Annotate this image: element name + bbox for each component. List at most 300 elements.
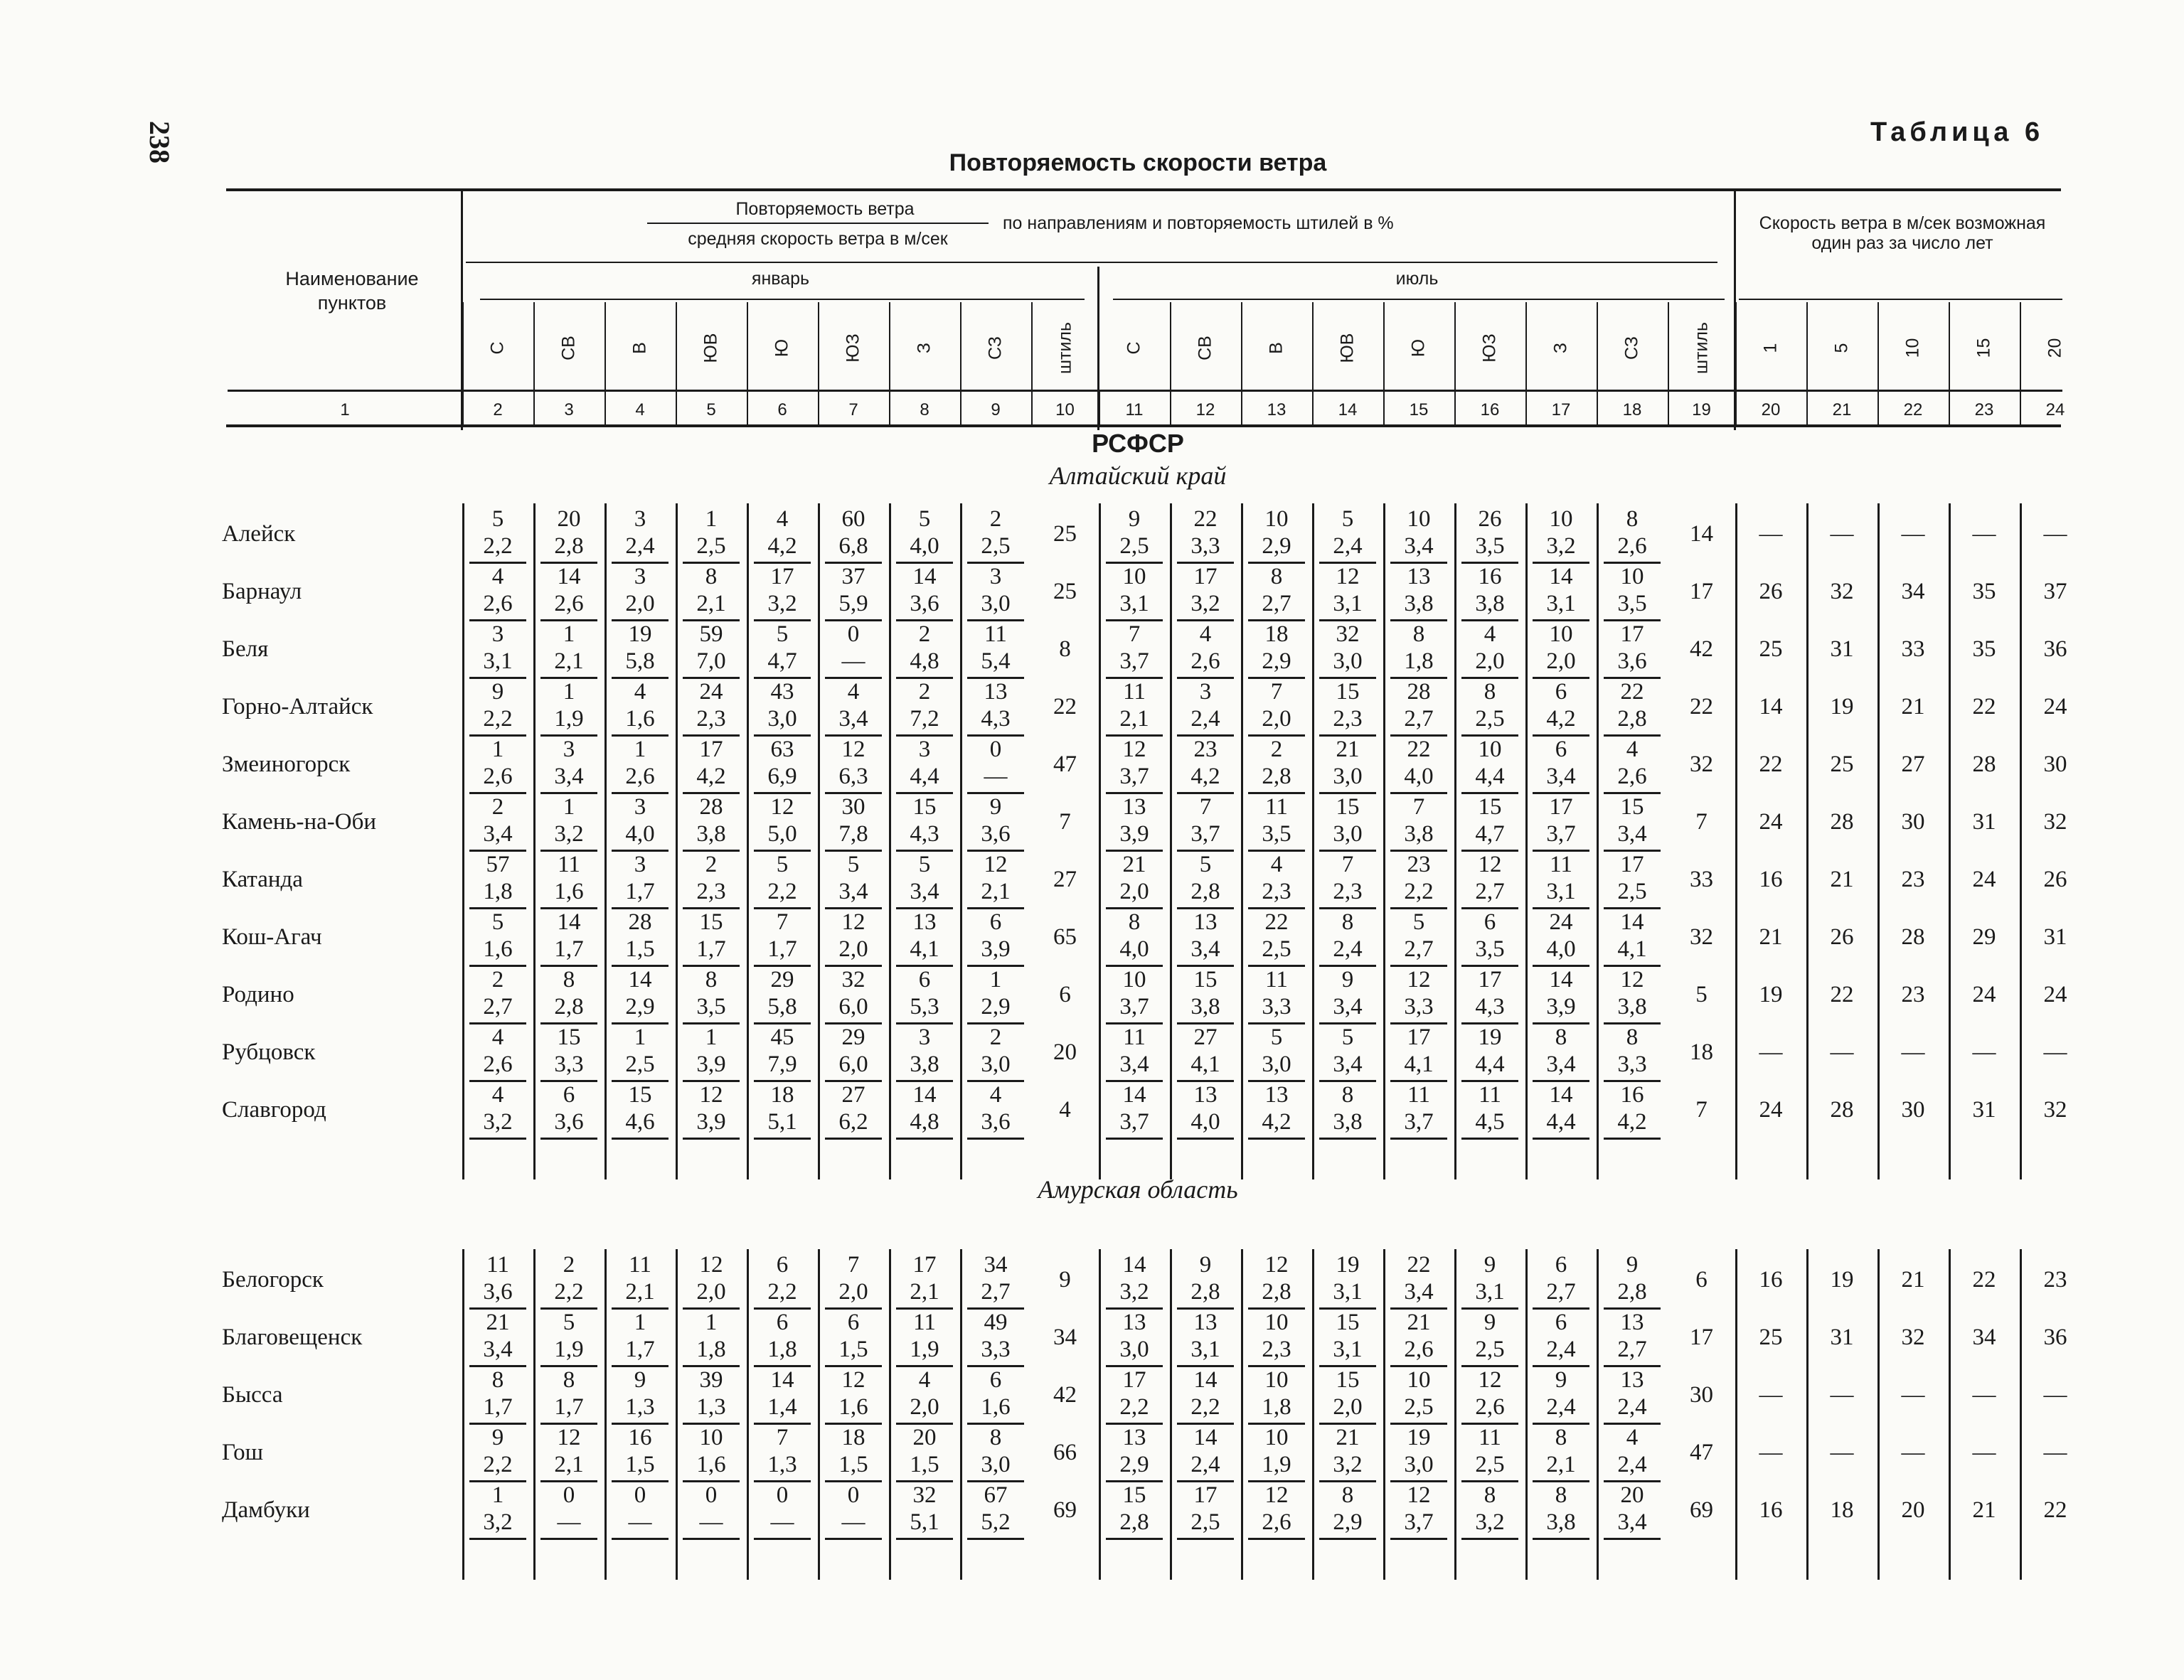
max-speed: — — [1830, 1382, 1854, 1408]
jan-frequency: 1 — [705, 1310, 718, 1335]
jan-mean-speed: 1,5 — [838, 1452, 868, 1477]
col-number-rule — [1735, 391, 1737, 425]
jan-frequency: 4 — [491, 1024, 504, 1050]
jan-frequency: 3 — [634, 564, 646, 589]
max-speed: — — [1901, 1440, 1925, 1465]
jan-mean-speed: 2,2 — [483, 1452, 513, 1477]
jul-frequency: 19 — [1336, 1252, 1360, 1278]
jan-mean-speed: 2,1 — [554, 648, 584, 674]
jan-frequency: 39 — [699, 1367, 723, 1393]
jul-frequency: 10 — [1122, 967, 1146, 993]
jul-mean-speed: 2,2 — [1190, 1394, 1220, 1420]
jul-mean-speed: 2,4 — [1190, 706, 1220, 732]
section-title: Алтайский край — [1049, 461, 1227, 490]
col-number: 1 — [340, 400, 350, 419]
jan-mean-speed: 4,8 — [910, 648, 939, 674]
jul-frequency: 10 — [1122, 564, 1146, 589]
jul-calm: 7 — [1695, 809, 1708, 835]
jul-mean-speed: 3,8 — [1404, 821, 1434, 847]
jul-mean-speed: 4,0 — [1119, 936, 1149, 962]
jul-frequency: 6 — [1555, 1252, 1567, 1278]
col-number: 20 — [1761, 400, 1781, 419]
jan-mean-speed: 3,0 — [767, 706, 797, 732]
jan-frequency: 17 — [699, 737, 723, 762]
jan-frequency: 17 — [912, 1252, 937, 1278]
jul-frequency: 13 — [1122, 794, 1146, 820]
jul-mean-speed: 3,1 — [1475, 1279, 1505, 1305]
data-col-rule — [1597, 1249, 1599, 1580]
jul-frequency: 15 — [1336, 1310, 1360, 1335]
jan-mean-speed: 2,3 — [696, 879, 726, 904]
jan-frequency: 18 — [770, 1082, 794, 1108]
jul-frequency: 12 — [1122, 737, 1146, 762]
data-col-rule — [676, 503, 678, 1179]
jul-mean-speed: 3,5 — [1617, 591, 1647, 616]
jul-mean-speed: 3,8 — [1333, 1109, 1363, 1135]
jul-mean-speed: 4,0 — [1546, 936, 1576, 962]
jan-mean-speed: 2,7 — [981, 1279, 1011, 1305]
jan-mean-speed: — — [628, 1509, 652, 1535]
jan-mean-speed: 3,8 — [910, 1052, 939, 1077]
fraction-line — [1177, 1538, 1234, 1540]
jan-frequency: 5 — [776, 852, 789, 877]
jul-mean-speed: 3,0 — [1262, 1052, 1291, 1077]
direction-label-january: С — [487, 341, 508, 355]
jul-mean-speed: 3,5 — [1475, 936, 1505, 962]
data-col-rule — [1735, 1249, 1737, 1580]
max-speed: 27 — [1901, 751, 1925, 777]
jul-mean-speed: 4,0 — [1404, 764, 1434, 789]
max-speed: — — [1830, 1039, 1854, 1065]
jan-mean-speed: 4,2 — [696, 764, 726, 789]
fraction-line — [1319, 1138, 1376, 1140]
jan-frequency: 37 — [841, 564, 865, 589]
jan-mean-speed: 5,1 — [910, 1509, 939, 1535]
jul-frequency: 4 — [1270, 852, 1283, 877]
data-col-rule — [604, 1249, 607, 1580]
jul-mean-speed: 3,0 — [1333, 764, 1363, 789]
col-number: 18 — [1622, 400, 1642, 419]
jan-frequency: 12 — [699, 1082, 723, 1108]
max-speed: 25 — [1759, 636, 1783, 662]
jul-mean-speed: 2,4 — [1617, 1394, 1647, 1420]
jan-frequency: 12 — [699, 1252, 723, 1278]
jul-mean-speed: 2,5 — [1617, 879, 1647, 904]
data-col-rule — [1312, 503, 1314, 1179]
jan-frequency: 21 — [486, 1310, 510, 1335]
jan-mean-speed: 5,1 — [767, 1109, 797, 1135]
jan-mean-speed: 2,2 — [483, 533, 513, 559]
jan-frequency: 1 — [491, 737, 504, 762]
jan-frequency: 12 — [984, 852, 1008, 877]
max-speed: 20 — [1901, 1497, 1925, 1523]
jul-mean-speed: 3,3 — [1404, 994, 1434, 1020]
jul-mean-speed: 3,8 — [1404, 591, 1434, 616]
jan-frequency: 5 — [847, 852, 860, 877]
jul-mean-speed: 2,6 — [1475, 1394, 1505, 1420]
jul-mean-speed: 4,4 — [1475, 1052, 1505, 1077]
max-speed: — — [1759, 1440, 1783, 1465]
jul-frequency: 22 — [1193, 506, 1218, 532]
jul-frequency: 16 — [1478, 564, 1502, 589]
jul-frequency: 24 — [1549, 909, 1573, 935]
jan-frequency: 29 — [770, 967, 794, 993]
data-col-rule — [1949, 1249, 1951, 1580]
jan-frequency: 28 — [699, 794, 723, 820]
jan-frequency: 1 — [634, 1310, 646, 1335]
jan-mean-speed: 3,4 — [554, 764, 584, 789]
jan-mean-speed: — — [557, 1509, 581, 1535]
jul-mean-speed: 3,7 — [1404, 1509, 1434, 1535]
jul-mean-speed: 2,9 — [1333, 1509, 1363, 1535]
jul-frequency: 22 — [1264, 909, 1289, 935]
jan-calm: 65 — [1053, 924, 1077, 950]
jan-frequency: 6 — [563, 1082, 575, 1108]
jul-frequency: 8 — [1412, 621, 1425, 647]
col-number: 23 — [1974, 400, 1994, 419]
jul-mean-speed: 2,3 — [1262, 879, 1291, 904]
fraction-line — [1604, 1538, 1661, 1540]
jul-frequency: 8 — [1626, 506, 1639, 532]
data-col-rule — [2020, 503, 2022, 1179]
jan-frequency: 20 — [557, 506, 581, 532]
station-name: Камень-на-Оби — [222, 809, 377, 835]
station-name: Алейск — [222, 521, 296, 547]
jul-mean-speed: 3,7 — [1404, 1109, 1434, 1135]
max-speed: 31 — [1830, 636, 1854, 662]
max-speed: 34 — [1901, 579, 1925, 604]
jan-frequency: 0 — [776, 1482, 789, 1508]
jul-mean-speed: 4,2 — [1262, 1109, 1291, 1135]
jul-frequency: 12 — [1264, 1482, 1289, 1508]
max-speed: 23 — [1901, 867, 1925, 892]
direction-label-january: З — [914, 342, 934, 354]
jul-frequency: 9 — [1626, 1252, 1639, 1278]
jul-frequency: 12 — [1478, 852, 1502, 877]
jan-mean-speed: 7,8 — [838, 821, 868, 847]
jul-frequency: 15 — [1336, 679, 1360, 705]
jan-frequency: 1 — [563, 679, 575, 705]
jan-frequency: 12 — [557, 1425, 581, 1450]
jan-frequency: 10 — [699, 1425, 723, 1450]
jul-mean-speed: 2,9 — [1262, 648, 1291, 674]
direction-label-july: Ю — [1408, 338, 1429, 358]
jan-mean-speed: 6,8 — [838, 533, 868, 559]
max-speed: 31 — [1972, 809, 1996, 835]
jan-frequency: 2 — [918, 621, 931, 647]
jan-mean-speed: 3,4 — [838, 879, 868, 904]
max-speed: — — [1759, 521, 1783, 547]
jan-frequency: 15 — [628, 1082, 652, 1108]
jan-mean-speed: 1,6 — [838, 1394, 868, 1420]
jan-mean-speed: 4,2 — [767, 533, 797, 559]
fraction-line — [469, 1538, 526, 1540]
data-col-rule — [1099, 503, 1101, 1179]
fraction-line — [1106, 1538, 1163, 1540]
jan-mean-speed: 1,7 — [483, 1394, 513, 1420]
station-name: Благовещенск — [222, 1325, 363, 1350]
jan-mean-speed: 6,0 — [838, 1052, 868, 1077]
jan-frequency: 5 — [918, 852, 931, 877]
fraction-line — [754, 1138, 811, 1140]
max-speed: 26 — [1830, 924, 1854, 950]
jan-mean-speed: 1,9 — [554, 706, 584, 732]
jul-mean-speed: 2,4 — [1190, 1452, 1220, 1477]
col-number: 2 — [493, 400, 503, 419]
fraction-line — [1390, 1538, 1447, 1540]
jul-frequency: 12 — [1478, 1367, 1502, 1393]
jan-mean-speed: 4,6 — [625, 1109, 655, 1135]
direction-label-july: СВ — [1195, 336, 1215, 360]
jan-mean-speed: 3,4 — [838, 706, 868, 732]
jul-frequency: 22 — [1407, 737, 1431, 762]
jul-calm: 6 — [1695, 1267, 1708, 1293]
jan-frequency: 2 — [989, 506, 1002, 532]
jul-frequency: 7 — [1412, 794, 1425, 820]
jul-frequency: 13 — [1620, 1367, 1644, 1393]
jul-mean-speed: 3,7 — [1546, 821, 1576, 847]
january-rule — [480, 299, 1085, 300]
jan-mean-speed: 3,6 — [483, 1279, 513, 1305]
fraction-line — [1533, 1138, 1589, 1140]
jan-calm: 25 — [1053, 521, 1077, 547]
jan-mean-speed: 2,6 — [483, 1052, 513, 1077]
jan-mean-speed: 4,0 — [910, 533, 939, 559]
jan-mean-speed: 1,6 — [625, 706, 655, 732]
jul-mean-speed: 3,2 — [1119, 1279, 1149, 1305]
jan-calm: 22 — [1053, 694, 1077, 719]
max-speed: 28 — [1830, 1097, 1854, 1123]
fraction-line — [896, 1138, 953, 1140]
years-label: 20 — [2045, 338, 2065, 358]
max-speed: 22 — [1972, 1267, 1996, 1293]
max-speed: 36 — [2043, 636, 2067, 662]
jan-mean-speed: 1,5 — [910, 1452, 939, 1477]
jul-frequency: 11 — [1123, 679, 1146, 705]
col-number: 21 — [1832, 400, 1852, 419]
jul-frequency: 19 — [1407, 1425, 1431, 1450]
jan-mean-speed: 4,1 — [910, 936, 939, 962]
jul-frequency: 9 — [1555, 1367, 1567, 1393]
jan-frequency: 14 — [557, 564, 581, 589]
jan-mean-speed: 2,1 — [910, 1279, 939, 1305]
data-col-rule — [676, 1249, 678, 1580]
jul-mean-speed: 3,0 — [1333, 648, 1363, 674]
jul-mean-speed: 2,0 — [1546, 648, 1576, 674]
jan-mean-speed: 5,3 — [910, 994, 939, 1020]
data-col-rule — [1383, 1249, 1385, 1580]
jul-frequency: 10 — [1549, 621, 1573, 647]
jul-frequency: 8 — [1341, 1482, 1354, 1508]
jan-frequency: 3 — [634, 506, 646, 532]
jul-mean-speed: 1,8 — [1404, 648, 1434, 674]
col-number: 4 — [635, 400, 645, 419]
jan-mean-speed: 1,8 — [767, 1337, 797, 1362]
jan-mean-speed: 2,4 — [625, 533, 655, 559]
col-number-rule — [1806, 391, 1808, 425]
jan-frequency: 6 — [847, 1310, 860, 1335]
jul-mean-speed: 2,4 — [1333, 936, 1363, 962]
jul-mean-speed: 2,6 — [1190, 648, 1220, 674]
jul-frequency: 10 — [1478, 737, 1502, 762]
col-number-rule — [1949, 391, 1950, 425]
jul-mean-speed: 3,7 — [1119, 648, 1149, 674]
jan-mean-speed: 2,8 — [554, 994, 584, 1020]
max-speed: — — [2043, 521, 2067, 547]
jul-frequency: 11 — [1479, 1082, 1501, 1108]
jul-frequency: 9 — [1199, 1252, 1212, 1278]
jan-mean-speed: 5,2 — [981, 1509, 1011, 1535]
jan-mean-speed: 6,3 — [838, 764, 868, 789]
max-speed: 33 — [1901, 636, 1925, 662]
jan-frequency: 3 — [491, 621, 504, 647]
data-col-rule — [1454, 503, 1456, 1179]
jul-frequency: 2 — [1270, 737, 1283, 762]
years-label: 5 — [1831, 343, 1852, 353]
fraction-line — [1604, 1138, 1661, 1140]
jul-mean-speed: 2,8 — [1119, 1509, 1149, 1535]
jan-frequency: 19 — [628, 621, 652, 647]
data-col-rule — [1170, 503, 1172, 1179]
jan-mean-speed: 3,6 — [910, 591, 939, 616]
jul-frequency: 9 — [1128, 506, 1141, 532]
jan-frequency: 1 — [563, 794, 575, 820]
july-rule — [1113, 299, 1725, 300]
jul-frequency: 12 — [1620, 967, 1644, 993]
jan-mean-speed: 2,1 — [554, 1452, 584, 1477]
fraction-line — [967, 1538, 1024, 1540]
jul-frequency: 8 — [1626, 1024, 1639, 1050]
jan-mean-speed: 5,0 — [767, 821, 797, 847]
jul-frequency: 15 — [1620, 794, 1644, 820]
jul-mean-speed: 3,4 — [1546, 1052, 1576, 1077]
jul-mean-speed: 2,0 — [1333, 1394, 1363, 1420]
max-speed: 28 — [1830, 809, 1854, 835]
fraction-line — [683, 1138, 740, 1140]
jul-mean-speed: 2,4 — [1617, 1452, 1647, 1477]
jul-frequency: 9 — [1341, 967, 1354, 993]
max-speed: 32 — [2043, 1097, 2067, 1123]
data-col-rule — [747, 503, 749, 1179]
jul-frequency: 19 — [1478, 1024, 1502, 1050]
jan-mean-speed: 1,8 — [483, 879, 513, 904]
station-name: Бысса — [222, 1382, 283, 1408]
jul-frequency: 11 — [1407, 1082, 1430, 1108]
jan-mean-speed: 7,0 — [696, 648, 726, 674]
jan-frequency: 5 — [776, 621, 789, 647]
jul-frequency: 10 — [1407, 506, 1431, 532]
jul-frequency: 8 — [1341, 1082, 1354, 1108]
month-january: январь — [751, 269, 810, 289]
jan-frequency: 5 — [563, 1310, 575, 1335]
jul-frequency: 13 — [1407, 564, 1431, 589]
col-number: 16 — [1480, 400, 1500, 419]
jan-frequency: 1 — [705, 1024, 718, 1050]
data-col-rule — [1597, 503, 1599, 1179]
fraction-line — [540, 1538, 597, 1540]
jul-frequency: 4 — [1626, 737, 1639, 762]
jan-mean-speed: 3,0 — [981, 1452, 1011, 1477]
col-number-rule — [1668, 391, 1669, 425]
max-speed: 24 — [2043, 694, 2067, 719]
max-speed: 28 — [1901, 924, 1925, 950]
jul-frequency: 14 — [1122, 1252, 1146, 1278]
jan-calm: 8 — [1059, 636, 1071, 662]
max-speed: — — [1901, 1382, 1925, 1408]
max-speed: 18 — [1830, 1497, 1854, 1523]
max-speed: 32 — [1830, 579, 1854, 604]
fraction-line — [1248, 1538, 1305, 1540]
jan-mean-speed: 3,9 — [696, 1109, 726, 1135]
jan-mean-speed: 7,2 — [910, 706, 939, 732]
fraction-line — [1461, 1138, 1518, 1140]
jan-mean-speed: 3,3 — [981, 1337, 1011, 1362]
jan-mean-speed: — — [699, 1509, 723, 1535]
jul-mean-speed: 2,3 — [1333, 706, 1363, 732]
jul-mean-speed: 3,1 — [1333, 1337, 1363, 1362]
max-speed: 23 — [1901, 982, 1925, 1007]
max-speed: 25 — [1830, 751, 1854, 777]
jan-mean-speed: 2,3 — [696, 706, 726, 732]
jan-frequency: 2 — [491, 794, 504, 820]
direction-label-january: СЗ — [985, 336, 1006, 360]
jul-calm: 42 — [1690, 636, 1713, 662]
jan-frequency: 3 — [634, 852, 646, 877]
jul-calm: 17 — [1690, 1325, 1713, 1350]
jul-mean-speed: 3,1 — [1546, 879, 1576, 904]
jul-mean-speed: 2,8 — [1262, 764, 1291, 789]
col-number-rule — [1454, 391, 1456, 425]
jul-calm: 18 — [1690, 1039, 1713, 1065]
jul-mean-speed: 3,9 — [1119, 821, 1149, 847]
jul-mean-speed: 2,4 — [1333, 533, 1363, 559]
max-speed: 30 — [2043, 751, 2067, 777]
max-speed: — — [1830, 521, 1854, 547]
fraction-line — [1390, 1138, 1447, 1140]
jul-frequency: 12 — [1407, 967, 1431, 993]
jul-frequency: 21 — [1336, 737, 1360, 762]
jul-frequency: 16 — [1620, 1082, 1644, 1108]
jan-mean-speed: 3,5 — [696, 994, 726, 1020]
jan-frequency: 0 — [847, 1482, 860, 1508]
jul-frequency: 8 — [1483, 679, 1496, 705]
jan-frequency: 6 — [989, 909, 1002, 935]
data-col-rule — [1735, 503, 1737, 1179]
jan-frequency: 67 — [984, 1482, 1008, 1508]
jan-mean-speed: 1,6 — [483, 936, 513, 962]
jan-mean-speed: 6,2 — [838, 1109, 868, 1135]
col-number: 15 — [1409, 400, 1429, 419]
group-frac-bottom: средняя скорость ветра в м/сек — [688, 229, 948, 249]
jan-frequency: 7 — [847, 1252, 860, 1278]
jan-mean-speed: 2,0 — [910, 1394, 939, 1420]
years-label: 1 — [1760, 343, 1781, 353]
jan-mean-speed: 1,8 — [696, 1337, 726, 1362]
col-number-rule — [1241, 391, 1242, 425]
jan-calm: 7 — [1059, 809, 1071, 835]
jan-mean-speed: 3,4 — [483, 1337, 513, 1362]
jan-mean-speed: 3,0 — [981, 1052, 1011, 1077]
jul-mean-speed: 2,3 — [1262, 1337, 1291, 1362]
max-speed: 22 — [1830, 982, 1854, 1007]
jul-frequency: 9 — [1483, 1310, 1496, 1335]
col-number: 19 — [1692, 400, 1711, 419]
jan-frequency: 4 — [634, 679, 646, 705]
jul-mean-speed: 4,2 — [1617, 1109, 1647, 1135]
jan-frequency: 6 — [776, 1310, 789, 1335]
jan-mean-speed: 5,4 — [981, 648, 1011, 674]
max-speed: 35 — [1972, 579, 1996, 604]
